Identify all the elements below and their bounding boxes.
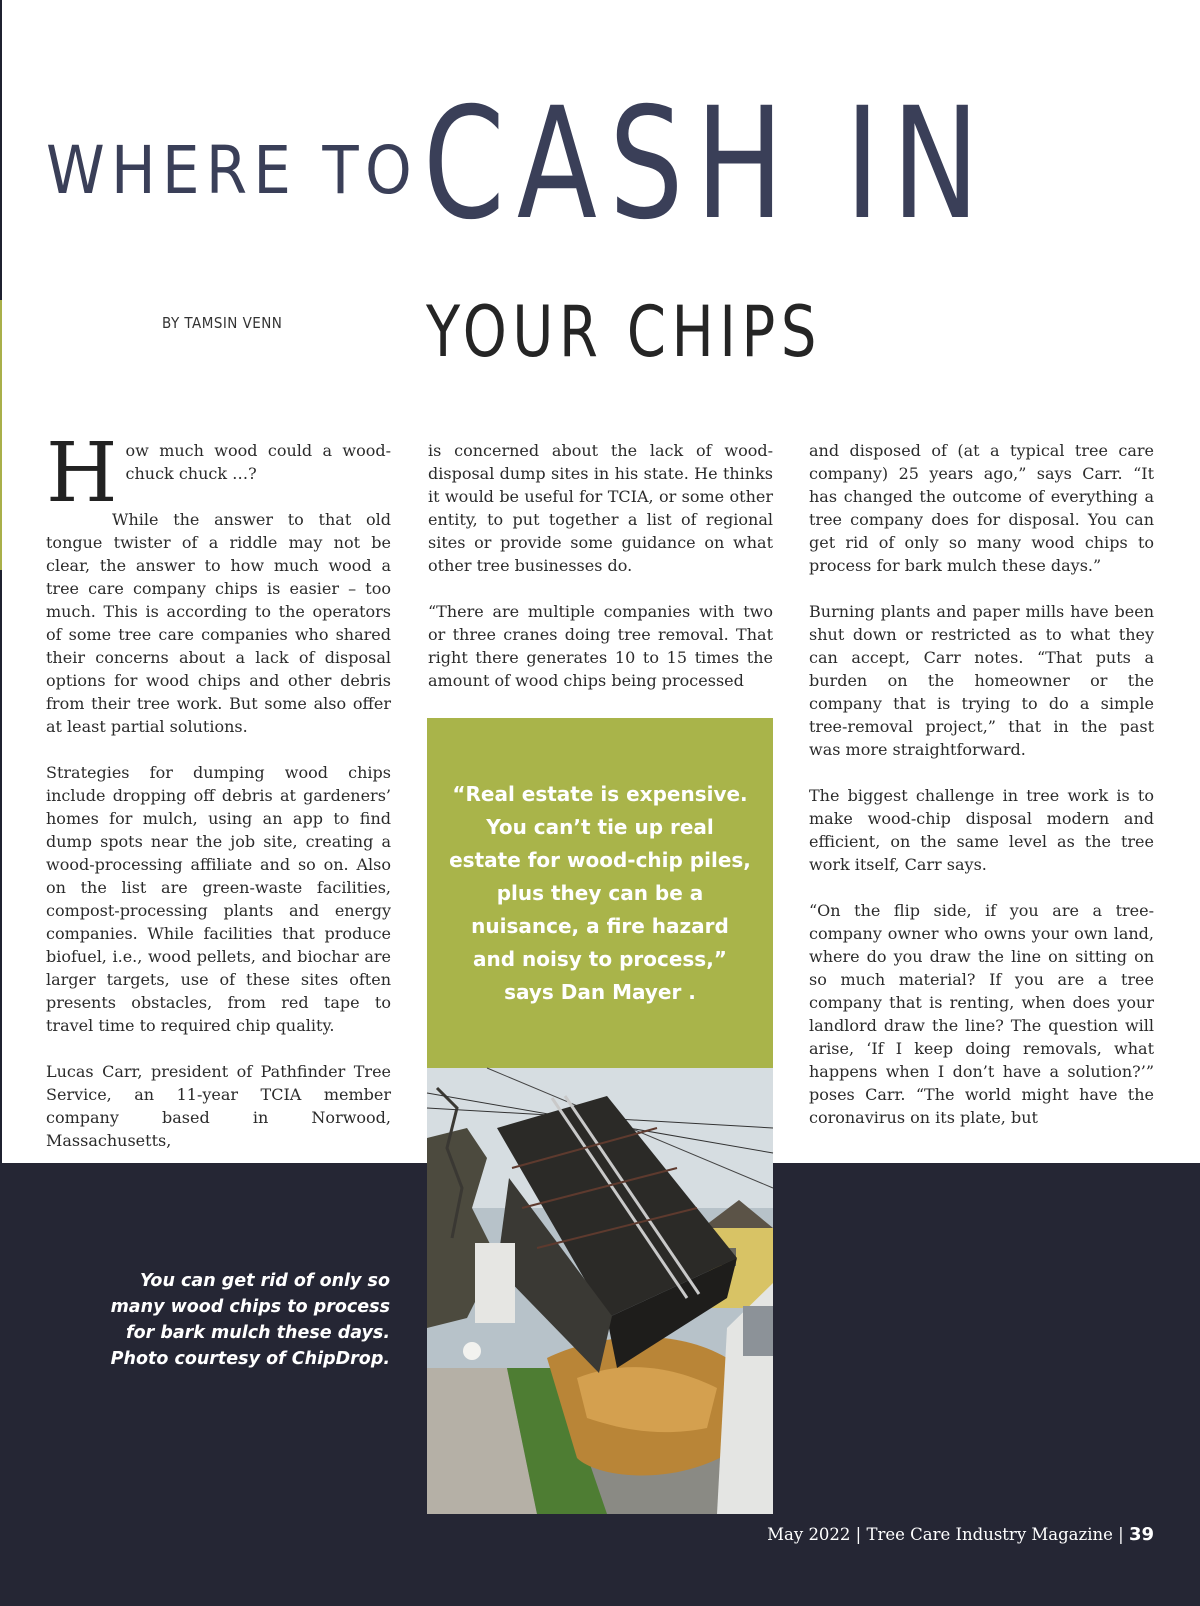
paragraph: The biggest challenge in tree work is to make wood-chip disposal modern and efficient, on the same level as the tree work itself, Carr says.: [809, 786, 1154, 874]
byline: BY TAMSIN VENN: [162, 314, 283, 332]
paragraph-text: ow much wood could a wood-chuck chuck …?: [125, 441, 391, 483]
paragraph: Burning plants and paper mills have been shut down or restricted as to what they can accept, Carr notes. “That puts a burden on the homeowner or the company that is trying to do a simple tree-removal project,” that in the past was more straightforward.: [809, 602, 1154, 759]
footer-issue: May 2022 | Tree Care Industry Magazine |: [767, 1525, 1129, 1544]
headline-prefix: WHERE TO: [46, 132, 419, 209]
article-column-2: [428, 439, 773, 695]
photo-caption: You can get rid of only so many wood chips to process for bark mulch these days. Photo courtesy of ChipDrop.: [110, 1271, 390, 1369]
paragraph: “On the flip side, if you are a tree-company owner who owns your own land, where do you draw the line on sitting on so much material? If you are a tree company that is renting, when does your landlord draw the line? The question will arise, ‘If I keep doing removals, what happens when I don’t have a solution?’” poses Carr. “The world might have the coronavirus on its plate, but: [809, 901, 1154, 1127]
paragraph: “There are multiple companies with two or three cranes doing tree removal. That right there generates 10 to 15 times the amount of wood chips being processed: [428, 602, 773, 690]
pull-quote-box: [427, 718, 773, 1068]
paragraph: and disposed of (at a typical tree care company) 25 years ago,” says Carr. “It has changed the outcome of everything a tree company does for disposal. You can get rid of only so many wood chips to process for bark mulch these days.”: [809, 441, 1154, 575]
page-number: 39: [1128, 1524, 1154, 1545]
paragraph: Lucas Carr, president of Pathfinder Tree Service, an 11-year TCIA member company based in Norwood, Massachusetts,: [46, 1062, 391, 1150]
paragraph: is concerned about the lack of wood-disposal dump sites in his state. He thinks it would be useful for TCIA, or some other entity, to put together a list of regional sites or provide some guidance on what other tree businesses do.: [428, 441, 773, 575]
paragraph: While the answer to that old tongue twister of a riddle may not be clear, the answer to how much wood a tree care company chips is easier – too much. This is according to the operators of some tree care companies who shared their concerns about a lack of disposal options for wood chips and other debris from their tree work. But some also offer at least partial solutions.: [46, 510, 391, 736]
left-edge-accent: [0, 300, 2, 570]
drop-cap: H: [46, 426, 118, 521]
paragraph: Strategies for dumping wood chips include dropping off debris at gardeners’ homes for mulch, using an app to find dump spots near the job site, creating a wood-processing affiliate and so on. Also on the list are green-waste facilities, compost-processing plants and energy companies. While facilities that produce biofuel, i.e., wood pellets, and biochar are larger targets, use of these sites often presents obstacles, from red tape to travel time to required chip quality.: [46, 763, 391, 1035]
left-edge-rule: [0, 0, 2, 1163]
article-column-1: [46, 426, 391, 1150]
truck-photo: [427, 1068, 773, 1514]
paragraph: [46, 426, 391, 521]
article-column-3: [809, 439, 1154, 1125]
headline-sub: YOUR CHIPS: [426, 291, 822, 373]
page-footer: [767, 1524, 1154, 1545]
headline-main: CASH IN: [423, 75, 992, 254]
pull-quote: “Real estate is expensive. You can’t tie up real estate for wood-chip piles, plus they can be a nuisance, a fire hazard and noisy to process,” says Dan Mayer .: [449, 782, 751, 1004]
